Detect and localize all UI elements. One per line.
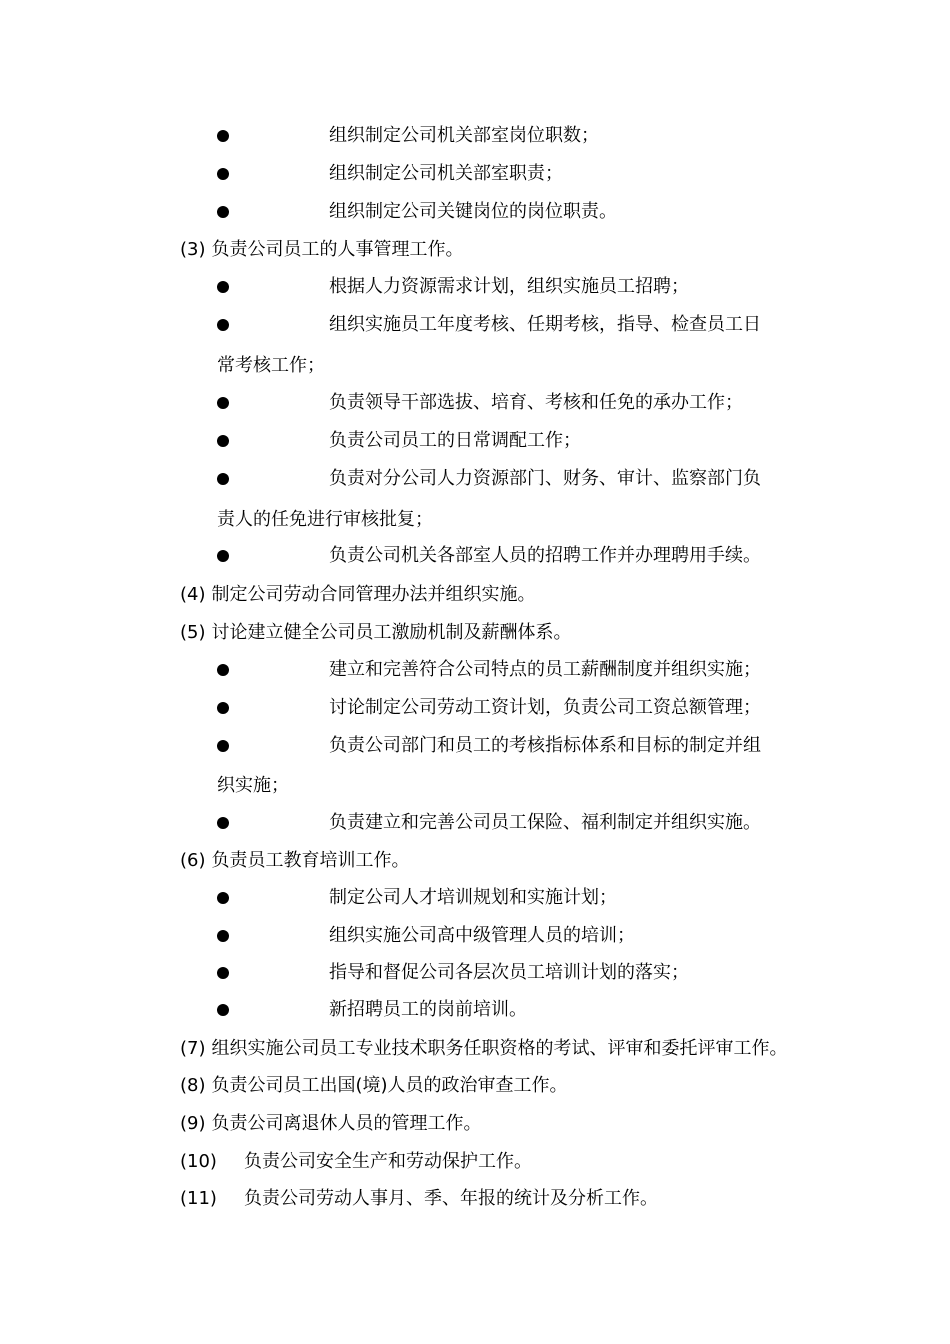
bullet-item: 制定公司人才培训规划和实施计划； xyxy=(329,887,617,908)
bullet-item: 负责对分公司人力资源部门、财务、审计、监察部门负 xyxy=(329,468,761,489)
bullet-dot xyxy=(217,130,229,142)
bullet-dot xyxy=(217,550,229,562)
item-number: (7) xyxy=(180,1038,206,1059)
bullet-item: 组织制定公司关键岗位的岗位职责。 xyxy=(329,201,617,222)
bullet-item: 负责公司机关各部室人员的招聘工作并办理聘用手续。 xyxy=(329,545,761,566)
bullet-item: 根据人力资源需求计划，组织实施员工招聘； xyxy=(329,276,689,297)
item-text: 负责公司员工的人事管理工作。 xyxy=(211,239,464,260)
numbered-item xyxy=(180,1150,532,1174)
bullet-item: 负责公司部门和员工的考核指标体系和目标的制定并组 xyxy=(329,735,761,756)
item-text: 负责公司劳动人事月、季、年报的统计及分析工作。 xyxy=(244,1188,658,1209)
item-number: (5) xyxy=(180,622,206,643)
bullet-dot xyxy=(217,967,229,979)
bullet-dot xyxy=(217,168,229,180)
item-number: (8) xyxy=(180,1075,206,1096)
bullet-dot xyxy=(217,473,229,485)
bullet-item: 组织制定公司机关部室岗位职数； xyxy=(329,125,599,146)
bullet-item: 组织实施员工年度考核、任期考核，指导、检查员工日 xyxy=(329,314,761,335)
numbered-item xyxy=(180,621,572,645)
item-text: 制定公司劳动合同管理办法并组织实施。 xyxy=(211,584,536,605)
bullet-dot xyxy=(217,206,229,218)
bullet-item: 讨论制定公司劳动工资计划，负责公司工资总额管理； xyxy=(329,697,761,718)
item-number: (4) xyxy=(180,584,206,605)
bullet-continuation: 责人的任免进行审核批复； xyxy=(217,509,433,530)
bullet-dot xyxy=(217,664,229,676)
item-number: (9) xyxy=(180,1113,206,1134)
bullet-dot xyxy=(217,1004,229,1016)
item-text: 讨论建立健全公司员工激励机制及薪酬体系。 xyxy=(211,622,572,643)
item-text: 负责公司员工出国(境)人员的政治审查工作。 xyxy=(211,1075,568,1096)
bullet-dot xyxy=(217,397,229,409)
bullet-continuation: 常考核工作； xyxy=(217,355,325,376)
bullet-dot xyxy=(217,319,229,331)
numbered-item xyxy=(180,1074,568,1098)
numbered-item xyxy=(180,1187,658,1211)
bullet-item: 组织制定公司机关部室职责； xyxy=(329,163,563,184)
numbered-item xyxy=(180,238,464,262)
item-number: (6) xyxy=(180,850,206,871)
bullet-item: 指导和督促公司各层次员工培训计划的落实； xyxy=(329,962,689,983)
item-text: 负责员工教育培训工作。 xyxy=(211,850,410,871)
bullet-dot xyxy=(217,817,229,829)
bullet-continuation: 织实施； xyxy=(217,775,289,796)
item-number: (10) xyxy=(180,1151,217,1172)
bullet-item: 负责领导干部选拔、培育、考核和任免的承办工作； xyxy=(329,392,743,413)
bullet-item: 新招聘员工的岗前培训。 xyxy=(329,999,527,1020)
bullet-dot xyxy=(217,702,229,714)
item-text: 负责公司安全生产和劳动保护工作。 xyxy=(244,1151,532,1172)
numbered-item xyxy=(180,1112,482,1136)
item-number: (11) xyxy=(180,1188,217,1209)
bullet-item: 负责公司员工的日常调配工作； xyxy=(329,430,581,451)
item-number: (3) xyxy=(180,239,206,260)
item-text: 负责公司离退休人员的管理工作。 xyxy=(211,1113,482,1134)
item-text: 组织实施公司员工专业技术职务任职资格的考试、评审和委托评审工作。 xyxy=(211,1038,788,1059)
bullet-dot xyxy=(217,435,229,447)
numbered-item xyxy=(180,583,536,607)
bullet-dot xyxy=(217,930,229,942)
bullet-dot xyxy=(217,892,229,904)
bullet-item: 负责建立和完善公司员工保险、福利制定并组织实施。 xyxy=(329,812,761,833)
bullet-dot xyxy=(217,740,229,752)
numbered-item xyxy=(180,1037,788,1061)
numbered-item xyxy=(180,849,410,873)
bullet-item: 建立和完善符合公司特点的员工薪酬制度并组织实施； xyxy=(329,659,761,680)
bullet-dot xyxy=(217,281,229,293)
bullet-item: 组织实施公司高中级管理人员的培训； xyxy=(329,925,635,946)
